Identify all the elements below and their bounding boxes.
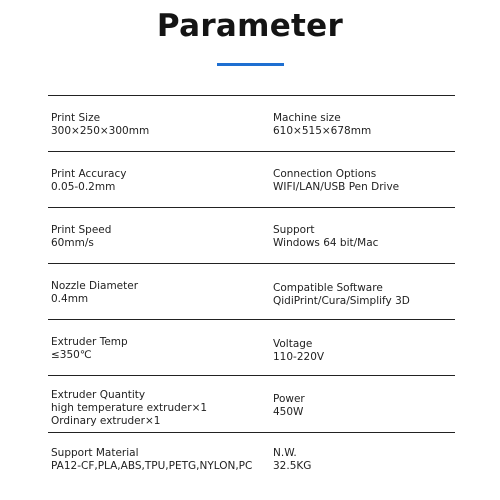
spec-value: WIFI/LAN/USB Pen Drive (273, 181, 400, 193)
spec-value: 32.5KG (273, 460, 312, 472)
table-row (48, 95, 455, 152)
spec-label: Nozzle Diameter (51, 280, 139, 292)
spec-value: PA12-CF,PLA,ABS,TPU,PETG,NYLON,PC (51, 460, 253, 472)
table-row (48, 151, 455, 208)
spec-label: Extruder Temp (51, 336, 128, 348)
table-row (48, 432, 455, 480)
spec-cell-right (273, 112, 453, 138)
spec-cell-right (273, 168, 453, 194)
spec-label: Machine size (273, 112, 341, 124)
spec-value: 0.05-0.2mm (51, 181, 116, 193)
spec-label: Print Size (51, 112, 101, 124)
spec-cell-right (273, 447, 453, 473)
spec-label: Power (273, 393, 305, 405)
spec-label: Extruder Quantity (51, 389, 146, 401)
spec-label: Voltage (273, 338, 313, 350)
spec-cell-left (51, 112, 266, 138)
spec-cell-left (51, 224, 266, 250)
table-row (48, 375, 455, 433)
table-row (48, 319, 455, 376)
spec-value: high temperature extruder×1 (51, 402, 208, 414)
title-underline (217, 63, 284, 66)
spec-value: QidiPrint/Cura/Simplify 3D (273, 295, 410, 307)
spec-cell-left (51, 447, 266, 473)
spec-value: 110-220V (273, 351, 325, 363)
spec-value: 450W (273, 406, 304, 418)
page-title: Parameter (156, 8, 344, 44)
spec-label: N.W. (273, 447, 297, 459)
spec-value: ≤350℃ (51, 349, 92, 361)
spec-cell-right (273, 393, 453, 419)
spec-label: Support Material (51, 447, 139, 459)
spec-cell-left (51, 168, 266, 194)
spec-cell-left (51, 336, 266, 362)
spec-value: 610×515×678mm (273, 125, 372, 137)
spec-value: Ordinary extruder×1 (51, 415, 161, 427)
table-row (48, 263, 455, 320)
spec-cell-right (273, 282, 453, 308)
spec-cell-left (51, 280, 266, 306)
spec-cell-right (273, 338, 453, 364)
spec-value: Windows 64 bit/Mac (273, 237, 379, 249)
spec-label: Print Accuracy (51, 168, 127, 180)
spec-label: Compatible Software (273, 282, 383, 294)
spec-value: 0.4mm (51, 293, 89, 305)
spec-label: Print Speed (51, 224, 112, 236)
spec-value: 300×250×300mm (51, 125, 150, 137)
spec-cell-left (51, 389, 266, 428)
table-row (48, 207, 455, 264)
spec-value: 60mm/s (51, 237, 94, 249)
spec-cell-right (273, 224, 453, 250)
spec-label: Support (273, 224, 315, 236)
spec-label: Connection Options (273, 168, 377, 180)
